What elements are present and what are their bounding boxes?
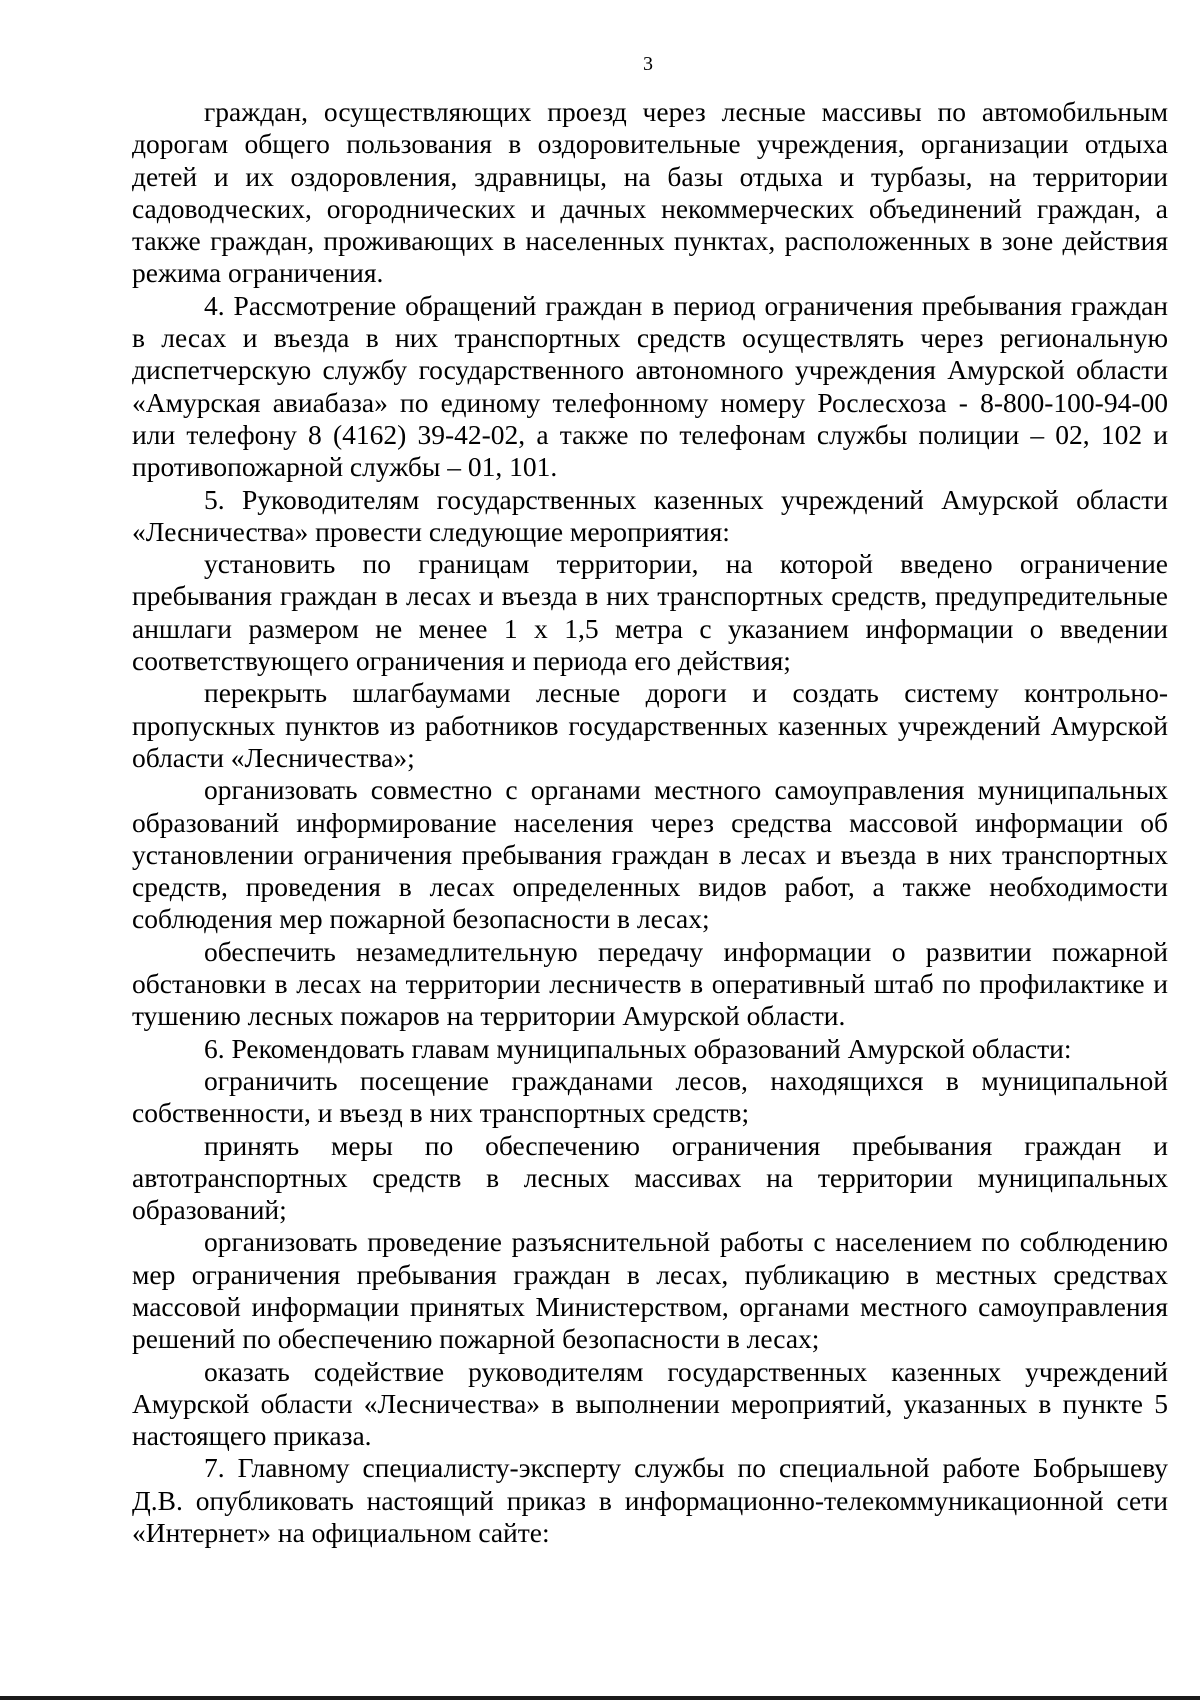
scan-bottom-edge xyxy=(0,1696,1200,1700)
paragraph-continuation-citizens: граждан, осуществляющих проезд через лесные массивы по автомобильным дорогам общего пользования в оздоровительные учреждения, организации отдыха детей и их оздоровления, здравницы, на базы отдыха и турбазы, на территории садоводческих, огороднических и дачных некоммерческих объединений граждан, а также граждан, проживающих в населенных пунктах, расположенных в зоне действия режима ограничения. xyxy=(132,96,1168,289)
paragraph-5-forestry-heads: 5. Руководителям государственных казенных учреждений Амурской области «Лесничества» провести следующие мероприятия: xyxy=(132,483,1168,547)
paragraph-5-informing: организовать совместно с органами местного самоуправления муниципальных образований информирование населения через средства массовой информации об установлении ограничения пребывания граждан в лесах и въезда в них транспортных средств, проведения в лесах определенных видов работ, а также необходимости соблюдения мер пожарной безопасности в лесах; xyxy=(132,774,1168,935)
paragraph-4-appeals: 4. Рассмотрение обращений граждан в период ограничения пребывания граждан в лесах и въезда в них транспортных средств осуществлять через региональную диспетчерскую службу государственного автономного учреждения Амурской области «Амурская авиабаза» по единому телефонному номеру Рослесхоза - 8-800-100-94-00 или телефону 8 (4162) 39-42-02, а также по телефонам службы полиции – 02, 102 и противопожарной службы – 01, 101. xyxy=(132,289,1168,483)
paragraph-6-measures: принять меры по обеспечению ограничения пребывания граждан и автотранспортных средств в лесных массивах на территории муниципальных образований; xyxy=(132,1129,1168,1226)
paragraph-5-reporting: обеспечить незамедлительную передачу информации о развитии пожарной обстановки в лесах на территории лесничеств в оперативный штаб по профилактике и тушению лесных пожаров на территории Амурской области. xyxy=(132,935,1168,1032)
paragraph-7-publish: 7. Главному специалисту-эксперту службы по специальной работе Бобрышеву Д.В. опубликовать настоящий приказ в информационно-телекоммуникационной сети «Интернет» на официальном сайте: xyxy=(132,1452,1168,1549)
page-number: 3 xyxy=(643,53,653,75)
paragraph-5-barriers: перекрыть шлагбаумами лесные дороги и создать систему контрольно-пропускных пунктов из работников государственных казенных учреждений Амурской области «Лесничества»; xyxy=(132,677,1168,773)
paragraph-6-explanatory-work: организовать проведение разъяснительной работы с населением по соблюдению мер ограничения пребывания граждан в лесах, публикацию в местных средствах массовой информации принятых Министерством, органами местного самоуправления решений по обеспечению пожарной безопасности в лесах; xyxy=(132,1226,1168,1355)
paragraph-6-restrict-visits: ограничить посещение гражданами лесов, находящихся в муниципальной собственности, и въезд в них транспортных средств; xyxy=(132,1064,1168,1129)
paragraph-6-recommend: 6. Рекомендовать главам муниципальных образований Амурской области: xyxy=(204,1032,1072,1064)
paragraph-6-assistance: оказать содействие руководителям государственных казенных учреждений Амурской области «Лесничества» в выполнении мероприятий, указанных в пункте 5 настоящего приказа. xyxy=(132,1355,1168,1452)
document-body xyxy=(132,96,1168,1549)
paragraph-5-signs: установить по границам территории, на которой введено ограничение пребывания граждан в лесах и въезда в них транспортных средств, предупредительные аншлаги размером не менее 1 х 1,5 метра с указанием информации о введении соответствующего ограничения и периода его действия; xyxy=(132,548,1168,677)
